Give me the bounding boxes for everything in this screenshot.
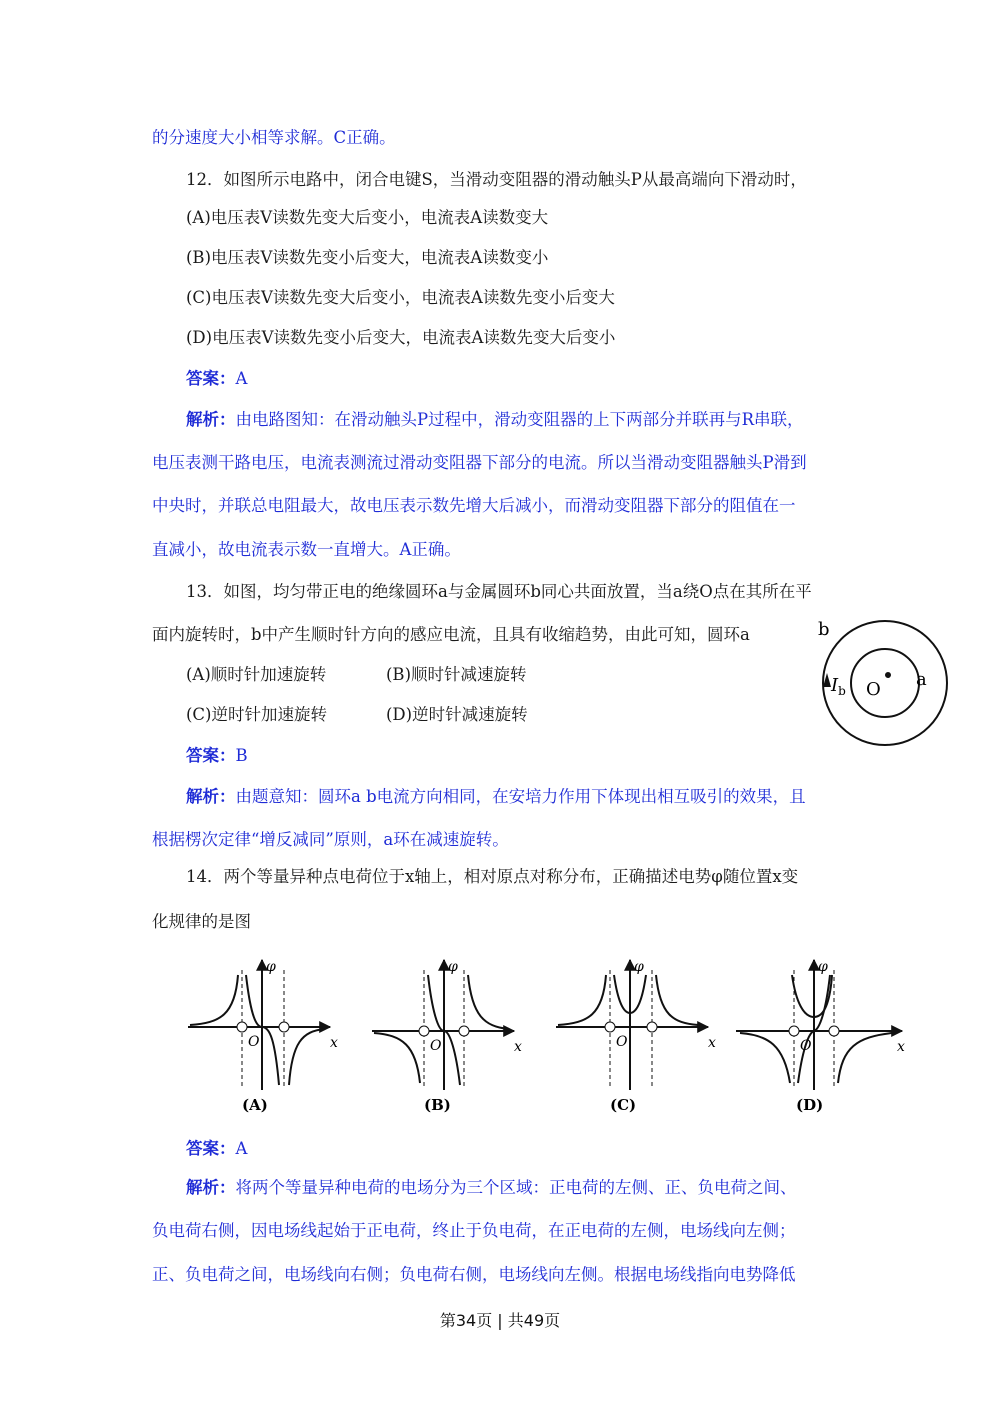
graph-caption: (B) <box>424 1096 451 1114</box>
q13-option-d: (D)逆时针减速旋转 <box>386 705 528 724</box>
outer-ring-b <box>823 621 947 745</box>
graph-caption: (A) <box>242 1096 268 1114</box>
q12-option-a: (A)电压表V读数先变大后变小，电流表A读数变大 <box>186 208 549 227</box>
q13-answer <box>186 744 248 768</box>
q12-option-b: (B)电压表V读数先变小后变大，电流表A读数变小 <box>186 248 549 267</box>
q14-analysis-1 <box>186 1176 797 1200</box>
svg-text:O: O <box>616 1034 628 1050</box>
svg-text:φ: φ <box>634 959 644 975</box>
answer-label: 答案： <box>186 369 236 388</box>
q12-option-c: (C)电压表V读数先变大后变小，电流表A读数先变小后变大 <box>186 288 615 307</box>
svg-text:x: x <box>897 1039 905 1055</box>
label-o: O <box>866 679 881 700</box>
center-dot <box>885 672 891 678</box>
ring-figure <box>800 605 990 750</box>
svg-text:φ: φ <box>448 959 458 975</box>
analysis-label: 解析： <box>186 787 236 806</box>
q12-analysis-4: 直减小，故电流表示数一直增大。A正确。 <box>152 540 461 559</box>
svg-text:O: O <box>800 1038 812 1054</box>
q13-option-a: (A)顺时针加速旋转 <box>186 665 327 684</box>
answer-label: 答案： <box>186 1139 236 1158</box>
svg-text:O: O <box>248 1034 260 1050</box>
q14-analysis-2: 负电荷右侧，因电场线起始于正电荷，终止于负电荷，在正电荷的左侧，电场线向左侧； <box>152 1221 796 1240</box>
q13-option-b: (B)顺时针减速旋转 <box>386 665 527 684</box>
q13-stem-1: 13．如图，均匀带正电的绝缘圆环a与金属圆环b同心共面放置，当a绕O点在其所在平 <box>186 582 812 601</box>
analysis-text: 由题意知：圆环a b电流方向相同，在安培力作用下体现出相互吸引的效果，且 <box>235 787 806 806</box>
analysis-label: 解析： <box>186 410 236 429</box>
continuation-text: 的分速度大小相等求解。C正确。 <box>152 128 396 147</box>
svg-text:x: x <box>708 1035 716 1051</box>
analysis-label: 解析： <box>186 1178 236 1197</box>
graph-caption: (C) <box>610 1096 637 1114</box>
answer-value: B <box>235 746 248 765</box>
label-current: $I_b$ <box>831 675 846 698</box>
svg-text:φ: φ <box>266 959 276 975</box>
page-footer: 第34页 | 共49页 <box>439 1311 561 1330</box>
graph-c <box>556 959 716 1114</box>
svg-text:O: O <box>430 1038 442 1054</box>
q13-stem-2: 面内旋转时，b中产生顺时针方向的感应电流，且具有收缩趋势，由此可知，圆环a <box>152 625 750 644</box>
answer-value: A <box>235 369 248 388</box>
q14-answer <box>186 1137 247 1161</box>
graph-caption: (D) <box>796 1096 824 1114</box>
svg-text:x: x <box>330 1035 338 1051</box>
q13-analysis-1 <box>186 785 806 809</box>
analysis-text: 将两个等量异种电荷的电场分为三个区域：正电荷的左侧、正、负电荷之间、 <box>235 1178 797 1197</box>
answer-label: 答案： <box>186 746 236 765</box>
graph-b <box>372 959 522 1114</box>
q12-stem: 12．如图所示电路中，闭合电键S，当滑动变阻器的滑动触头P从最高端向下滑动时， <box>186 170 807 189</box>
svg-text:φ: φ <box>818 959 828 975</box>
q13-option-c: (C)逆时针加速旋转 <box>186 705 327 724</box>
q14-stem-2: 化规律的是图 <box>152 912 251 931</box>
inner-ring-a <box>851 649 919 717</box>
graph-a <box>188 959 338 1114</box>
q12-analysis-1 <box>186 408 804 432</box>
label-b: b <box>818 619 830 640</box>
q12-analysis-2: 电压表测干路电压，电流表测流过滑动变阻器下部分的电流。所以当滑动变阻器触头P滑到 <box>152 453 807 472</box>
q14-stem-1: 14．两个等量异种点电荷位于x轴上，相对原点对称分布，正确描述电势φ随位置x变 <box>186 867 799 886</box>
q13-analysis-2: 根据楞次定律“增反减同”原则，a环在减速旋转。 <box>152 830 509 849</box>
q12-analysis-3: 中央时，并联总电阻最大，故电压表示数先增大后减小，而滑动变阻器下部分的阻值在一 <box>152 496 796 515</box>
label-a: a <box>916 669 927 690</box>
analysis-text: 由电路图知：在滑动触头P过程中，滑动变阻器的上下两部分并联再与R串联， <box>235 410 804 429</box>
q14-analysis-3: 正、负电荷之间，电场线向右侧；负电荷右侧，电场线向左侧。根据电场线指向电势降低 <box>152 1265 796 1284</box>
q12-option-d: (D)电压表V读数先变小后变大，电流表A读数先变大后变小 <box>186 328 616 347</box>
graph-d <box>736 959 905 1114</box>
svg-text:x: x <box>514 1039 522 1055</box>
answer-value: A <box>235 1139 248 1158</box>
q12-answer <box>186 367 247 391</box>
potential-graphs <box>180 955 910 1125</box>
